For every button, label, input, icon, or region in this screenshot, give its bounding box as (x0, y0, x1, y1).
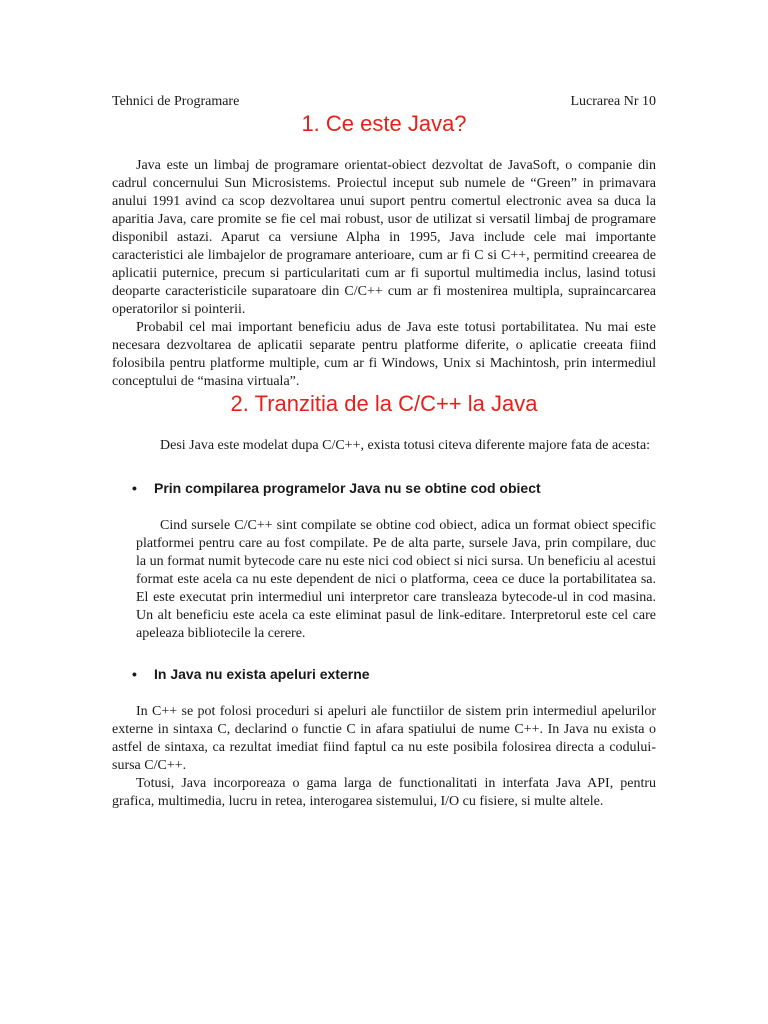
bullet-heading-1 (112, 479, 656, 497)
bullet-2-title: In Java nu exista apeluri externe (154, 666, 370, 682)
header-lab-number: Lucrarea Nr 10 (570, 94, 656, 109)
section-1-paragraph-1: Java este un limbaj de programare orientat-obiect dezvoltat de JavaSoft, o companie din cadrul concernului Sun Microsistems. Proiectul inceput sub numele de “Green” in primavara anului 1991 avind ca scop dezvoltarea unui suport pentru comertul electronic avea sa duca la aparitia Java, care promite se fie cel mai robust, usor de utilizat si versatil limbaj de programare disponibil astazi. Aparut ca versiune Alpha in 1995, Java include cele mai importante caracteristici ale limbajelor de programare anterioare, cum ar fi C si C++, permitind creearea de aplicatii puternice, precum si particularitati cum ar fi suportul multimedia inclus, lasind totusi deoparte caracteristicile suparatoare din C/C++ cum ar fi mostenirea multipla, supraincarcarea operatorilor si pointerii. (112, 158, 656, 317)
bullet-heading-2 (112, 665, 656, 683)
bullet-1-marker: • (132, 480, 137, 496)
document-page (112, 93, 656, 811)
page-header (112, 93, 656, 111)
bullet-2-text-1: In C++ se pot folosi proceduri si apeluri ale functiilor de sistem prin intermediul apelurilor externe in sintaxa C, declarind o functie C in afara spatiului de nume C++. In Java nu exista o astfel de sintaxa, ca rezultat imediat fiind faptul ca nu este posibila folosirea directa a codului-sursa C/C++. (112, 704, 656, 773)
section-2-title: 2. Tranzitia de la C/C++ la Java (230, 391, 538, 416)
section-1-paragraph-2: Probabil cel mai important beneficiu adus de Java este totusi portabilitatea. Nu mai este necesara dezvoltarea de aplicatii separate pentru platforme diferite, o aplicatie creeata fiind folosibila pentru platforme multiple, cum ar fi Windows, Unix si Machintosh, prin intermediul conceptului de “masina virtuala”. (112, 320, 656, 389)
header-course-title: Tehnici de Programare (112, 94, 240, 109)
bullet-2-marker: • (132, 666, 137, 682)
bullet-1-title: Prin compilarea programelor Java nu se obtine cod obiect (154, 480, 541, 496)
section-1-title: 1. Ce este Java? (301, 111, 467, 136)
section-2-intro: Desi Java este modelat dupa C/C++, exista totusi citeva diferente majore fata de acesta: (160, 438, 651, 453)
bullet-1-text: Cind sursele C/C++ sint compilate se obtine cod obiect, adica un format obiect specific platformei pentru care au fost compilate. Pe de alta parte, sursele Java, prin compilare, duc la un format numit bytecode care nu este nici cod obiect si nici sursa. Un beneficiu al acestui format este acela ca nu este dependent de nici o platforma, ceea ce duce la portabilitatea sa. El este executat prin intermediul uni interpretor care transleaza bytecode-ul in cod masina. Un alt beneficiu este acela ca este eliminat pasul de link-editare. Interpretorul este cel care apeleaza bibliotecile la cerere. (136, 518, 656, 641)
bullet-2-text-2: Totusi, Java incorporeaza o gama larga de functionalitati in interfata Java API, pentru grafica, multimedia, lucru in retea, interogarea sistemului, I/O cu fisiere, si multe altele. (112, 776, 656, 809)
